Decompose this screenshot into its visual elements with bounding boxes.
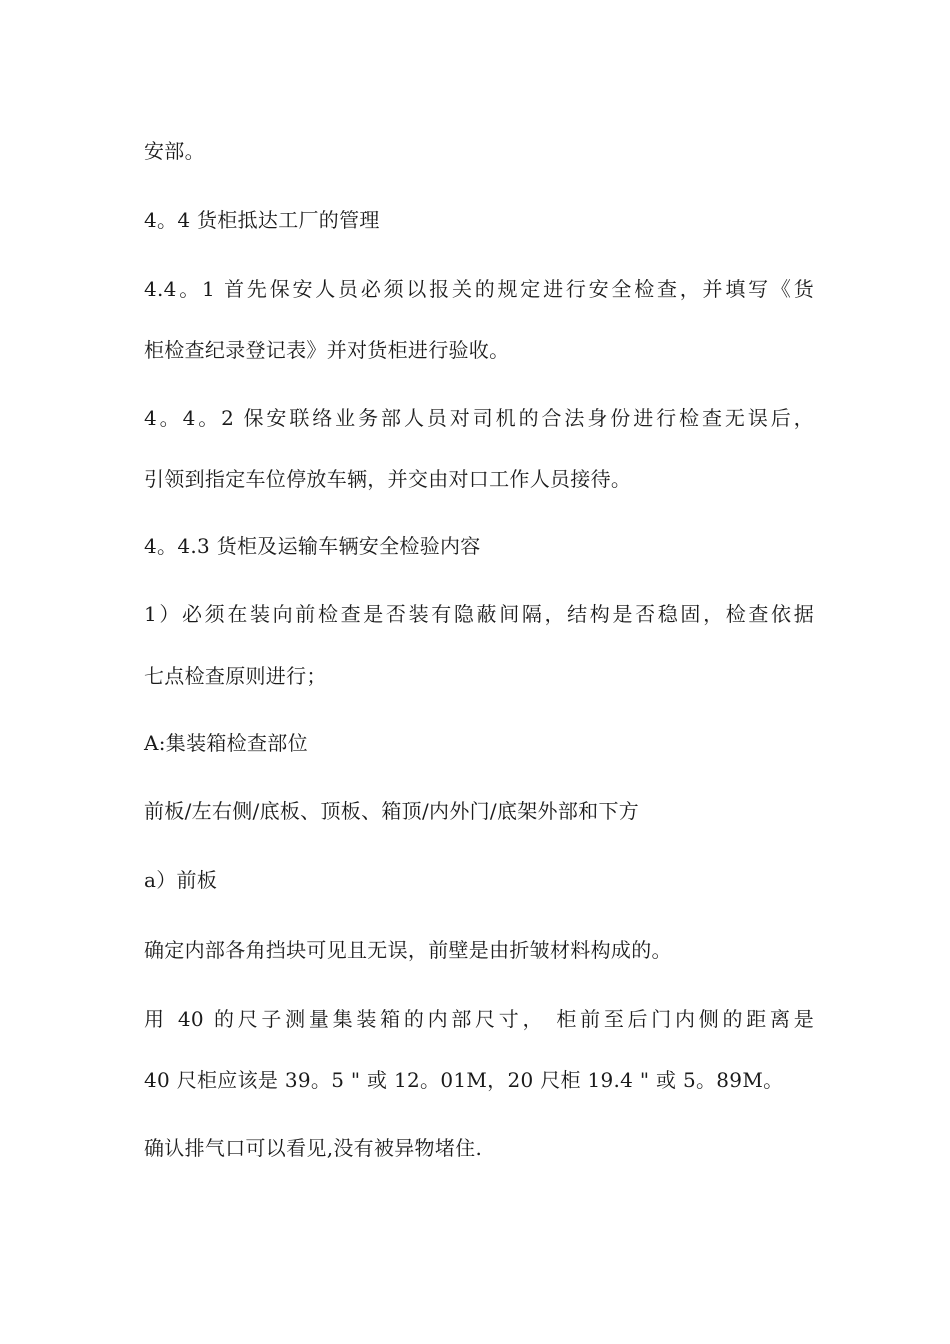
text-line-4-4-2-b: 引领到指定车位停放车辆，并交由对口工作人员接待。 [144, 467, 632, 491]
text-line-item-1-b: 七点检查原则进行； [144, 664, 327, 688]
text-line-4-4-2-a: 4。4。2 保安联络业务部人员对司机的合法身份进行检查无误后， [144, 406, 814, 430]
text-line-vent: 确认排气口可以看见,没有被异物堵住. [144, 1136, 483, 1160]
text-line-item-1-a: 1）必须在装向前检查是否装有隐蔽间隔，结构是否稳固，检查依据 [144, 602, 814, 626]
text-line-measure-a: 用 40 的尺子测量集装箱的内部尺寸， 柜前至后门内侧的距离是 [144, 1007, 814, 1031]
text-line-front-panel: 确定内部各角挡块可见且无误，前壁是由折皱材料构成的。 [144, 938, 672, 962]
subheading-front-panel: a）前板 [144, 868, 218, 892]
text-line-check-parts: 前板/左右侧/底板、顶板、箱顶/内外门/底架外部和下方 [144, 799, 640, 823]
text-line-measure-b: 40 尺柜应该是 39。5 " 或 12。01M，20 尺柜 19.4 " 或 5。89M。 [144, 1068, 784, 1092]
subheading-container-check: A:集装箱检查部位 [144, 731, 308, 755]
text-line-4-4-1-b: 柜检查纪录登记表》并对货柜进行验收。 [144, 338, 510, 362]
section-heading-4-4: 4。4 货柜抵达工厂的管理 [144, 208, 380, 232]
text-line-4-4-1-a: 4.4。1 首先保安人员必须以报关的规定进行安全检查，并填写《货 [144, 277, 814, 301]
text-line-1: 安部。 [144, 139, 205, 163]
section-heading-4-4-3: 4。4.3 货柜及运输车辆安全检验内容 [144, 534, 481, 558]
